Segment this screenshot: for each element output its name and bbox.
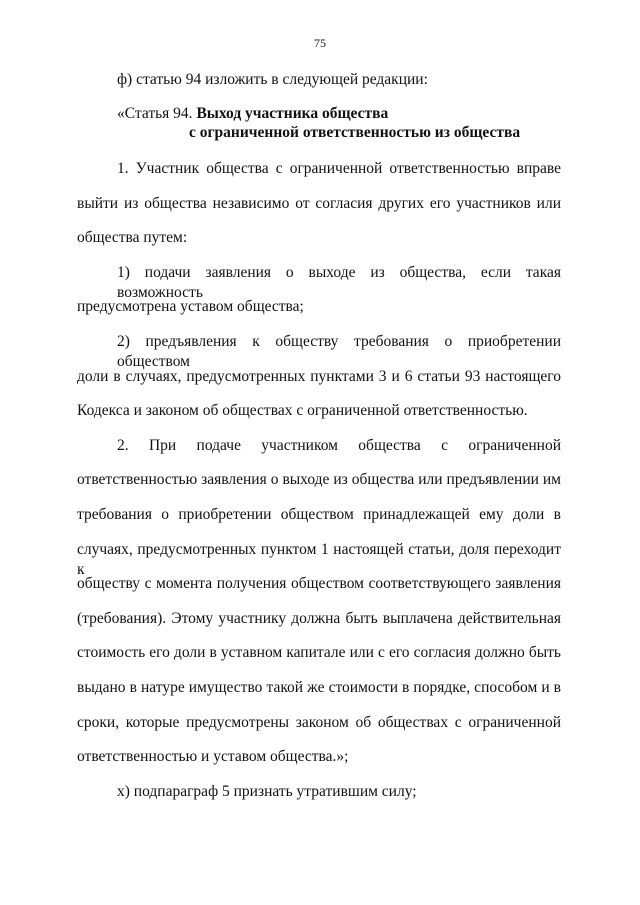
amendment-item: х) подпараграф 5 признать утратившим силу;: [117, 783, 417, 800]
paragraph-line: стоимость его доли в уставном капитале или с его согласия должно быть: [77, 644, 561, 661]
paragraph-line: 2. При подаче участником общества с ограниченной: [117, 437, 561, 454]
list-item-line: Кодекса и законом об обществах с ограниченной ответственностью.: [77, 402, 528, 419]
paragraph-line: обществу с момента получения обществом соответствующего заявления: [77, 575, 561, 592]
page-number: 75: [314, 36, 326, 50]
article-title-line1: Выход участника общества: [196, 105, 389, 122]
list-item-line: предусмотрена уставом общества;: [77, 298, 304, 315]
paragraph-line: ответственностью и уставом общества.»;: [77, 748, 349, 765]
paragraph-line: (требования). Этому участнику должна быть выплачена действительная: [77, 610, 561, 627]
list-item-line: 1) подачи заявления о выходе из общества, если такая возможность: [117, 264, 561, 301]
paragraph-line: 1. Участник общества с ограниченной ответственностью вправе: [117, 160, 561, 177]
paragraph-line: общества путем:: [77, 229, 188, 246]
paragraph-line: выдано в натуре имущество такой же стоимости в порядке, способом и в: [77, 679, 561, 696]
article-prefix: «Статья 94.: [117, 105, 197, 122]
list-item-line: 2) предъявления к обществу требования о приобретении обществом: [117, 333, 561, 370]
list-item-line: доли в случаях, предусмотренных пунктами 3 и 6 статьи 93 настоящего: [77, 368, 561, 385]
paragraph-line: сроки, которые предусмотрены законом об обществах с ограниченной: [77, 714, 561, 731]
paragraph-line: требования о приобретении обществом принадлежащей ему доли в: [77, 506, 561, 523]
article-title-line2: с ограниченной ответственностью из общества: [189, 124, 521, 141]
paragraph-line: ответственностью заявления о выходе из общества или предъявлении им: [77, 471, 561, 488]
article-heading: [117, 104, 388, 124]
amendment-intro: ф) статью 94 изложить в следующей редакции:: [117, 71, 428, 88]
paragraph-line: случаях, предусмотренных пунктом 1 настоящей статьи, доля переходит к: [77, 541, 561, 578]
paragraph-line: выйти из общества независимо от согласия других его участников или: [77, 195, 561, 212]
